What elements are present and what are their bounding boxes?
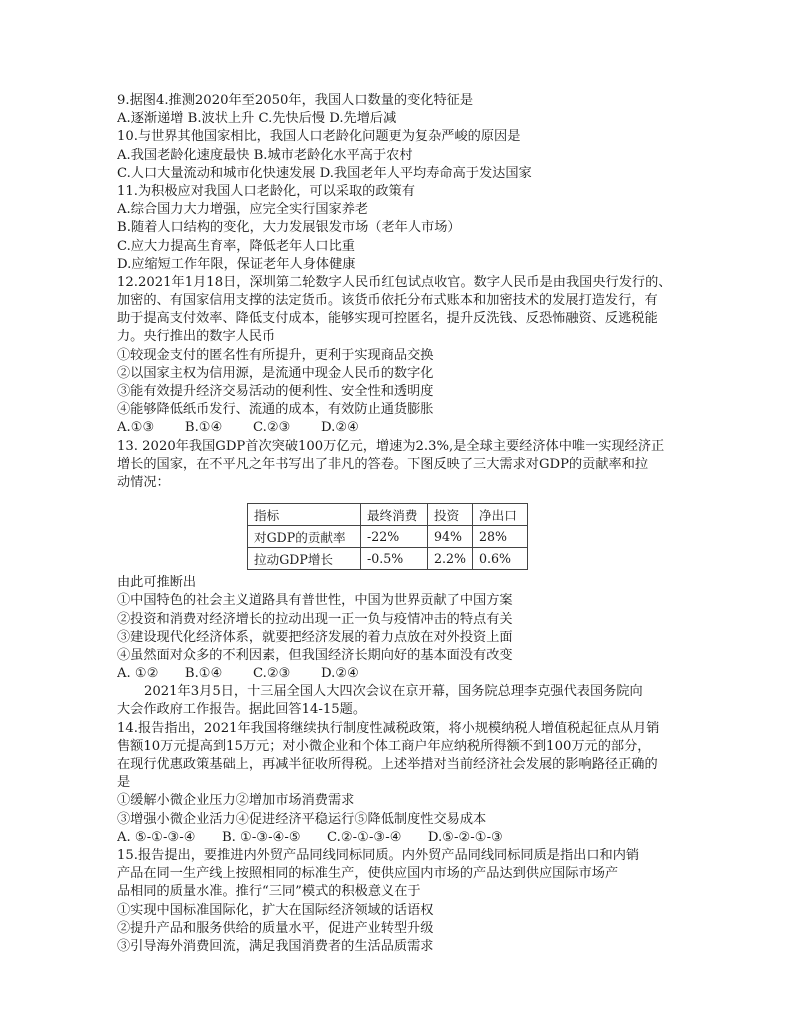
q15-stem-line1: 15.报告提出，要推进内外贸产品同线同标同质。内外贸产品同线同标同质是指出口和内销	[117, 847, 640, 863]
table-cell: 94%	[428, 526, 473, 548]
table-row	[248, 526, 528, 548]
q10-stem: 10.与世界其他国家相比，我国人口老龄化问题更为复杂严峻的原因是	[117, 129, 521, 145]
q15-item-2: ②提升产品和服务供给的质量水平，促进产业转型升级	[117, 920, 434, 936]
q12-stem-line4: 力。央行推出的数字人民币	[117, 329, 276, 345]
q12-options: A.①③ B.①④ C.②③ D.②④	[117, 420, 359, 436]
q12-item-4: ④能够降低纸币发行、流通的成本，有效防止通货膨胀	[117, 402, 434, 418]
q9-stem: 9.据图4.推测2020年至2050年，我国人口数量的变化特征是	[117, 93, 474, 108]
q13-item-1: ①中国特色的社会主义道路具有普世性，中国为世界贡献了中国方案	[117, 593, 513, 609]
q13-stem-line2: 增长的国家，在不平凡之年书写出了非凡的答卷。下图反映了三大需求对GDP的贡献率和拉	[117, 456, 649, 472]
exam-page	[117, 92, 677, 956]
q9-options: A.逐渐递增 B.波状上升 C.先快后慢 D.先增后减	[117, 111, 397, 127]
q10-options-line2: C.人口大量流动和城市化快速发展 D.我国老年人平均寿命高于发达国家	[117, 165, 532, 181]
table-cell: -22%	[361, 526, 428, 548]
q10-options-line1: A.我国老龄化速度最快 B.城市老龄化水平高于农村	[117, 147, 413, 163]
q15-item-3: ③引导海外消费回流，满足我国消费者的生活品质需求	[117, 938, 434, 954]
q14-stem-line1: 14.报告指出，2021年我国将继续执行制度性减税政策，将小规模纳税人增值税起征点从月销	[117, 720, 660, 736]
q13-item-2: ②投资和消费对经济增长的拉动出现一正一负与疫情冲击的特点有关	[117, 611, 513, 627]
q15-item-1: ①实现中国标准国际化，扩大在国际经济领域的话语权	[117, 902, 434, 918]
q12-item-1: ①较现金支付的匿名性有所提升，更利于实现商品交换	[117, 347, 434, 363]
gdp-contribution-table	[247, 503, 528, 570]
q11-option-b: B.随着人口结构的变化，大力发展银发市场（老年人市场）	[117, 220, 461, 236]
table-row	[248, 548, 528, 570]
table-cell: 2.2%	[428, 548, 473, 570]
q12-item-2: ②以国家主权为信用源，是流通中现金人民币的数字化	[117, 365, 434, 381]
q12-stem-line3: 助于提高支付效率、降低支付成本，能够实现可控匿名，提升反洗钱、反恐怖融资、反逃税能	[117, 311, 658, 327]
q14-stem-line2: 售额10万元提高到15万元；对小微企业和个体工商户年应纳税所得额不到100万元的部分，	[117, 738, 651, 754]
q14-options: A. ⑤-①-③-④ B. ①-③-④-⑤ C.②-①-③-④ D.⑤-②-①-③	[117, 829, 503, 845]
q13-item-3: ③建设现代化经济体系，就要把经济发展的着力点放在对外投资上面	[117, 629, 513, 645]
q13-item-4: ④虽然面对众多的不利因素，但我国经济长期向好的基本面没有改变	[117, 647, 513, 663]
table-header: 投资	[428, 504, 473, 526]
intro-14-15-line1: 2021年3月5日，十三届全国人大四次会议在京开幕，国务院总理李克强代表国务院向	[144, 684, 643, 700]
table-header: 指标	[248, 504, 361, 526]
table-cell: 0.6%	[473, 548, 528, 570]
q14-items-line1: ①缓解小微企业压力②增加市场消费需求	[117, 793, 355, 809]
table-cell: 拉动GDP增长	[248, 548, 361, 570]
q14-stem-line3: 在现行优惠政策基础上，再减半征收所得税。上述举措对当前经济社会发展的影响路径正确的	[117, 757, 658, 772]
q11-option-c: C.应大力提高生育率，降低老年人口比重	[117, 238, 355, 254]
q11-stem: 11.为积极应对我国人口老龄化，可以采取的政策有	[117, 183, 415, 199]
table-header-row	[248, 504, 528, 526]
q15-stem-line2: 产品在同一生产线上按照相同的标准生产，使供应国内市场的产品达到供应国际市场产	[117, 866, 619, 882]
table-cell: 28%	[473, 526, 528, 548]
q11-option-a: A.综合国力大力增强，应完全实行国家养老	[117, 202, 369, 218]
table-header: 最终消费	[361, 504, 428, 526]
q13-stem-line1: 13. 2020年我国GDP首次突破100万亿元，增速为2.3%,是全球主要经济体中唯一实现经济正	[117, 438, 665, 454]
q14-stem-line4: 是	[117, 775, 131, 791]
q12-item-3: ③能有效提升经济交易活动的便利性、安全性和透明度	[117, 384, 434, 399]
table-cell: -0.5%	[361, 548, 428, 570]
q14-items-line2: ③增强小微企业活力④促进经济平稳运行⑤降低制度性交易成本	[117, 811, 487, 827]
q12-stem-line1: 12.2021年1月18日，深圳第二轮数字人民币红包试点收官。数字人民币是由我国央行发行的、	[117, 274, 672, 290]
q11-option-d: D.应缩短工作年限，保证老年人身体健康	[117, 256, 356, 272]
table-cell: 对GDP的贡献率	[248, 526, 361, 548]
q12-stem-line2: 加密的、有国家信用支撑的法定货币。该货币依托分布式账本和加密技术的发展打造发行，有	[117, 293, 658, 309]
q15-stem-line3: 品相同的质量水准。推行“三同”模式的积极意义在于	[117, 884, 421, 900]
q13-options: A. ①② B.①④ C.②③ D.②④	[117, 666, 359, 682]
q13-lead: 由此可推断出	[117, 575, 197, 591]
intro-14-15-line2: 大会作政府工作报告。据此回答14-15题。	[117, 702, 367, 718]
table-header: 净出口	[473, 504, 528, 526]
q13-stem-line3: 动情况：	[117, 474, 170, 490]
